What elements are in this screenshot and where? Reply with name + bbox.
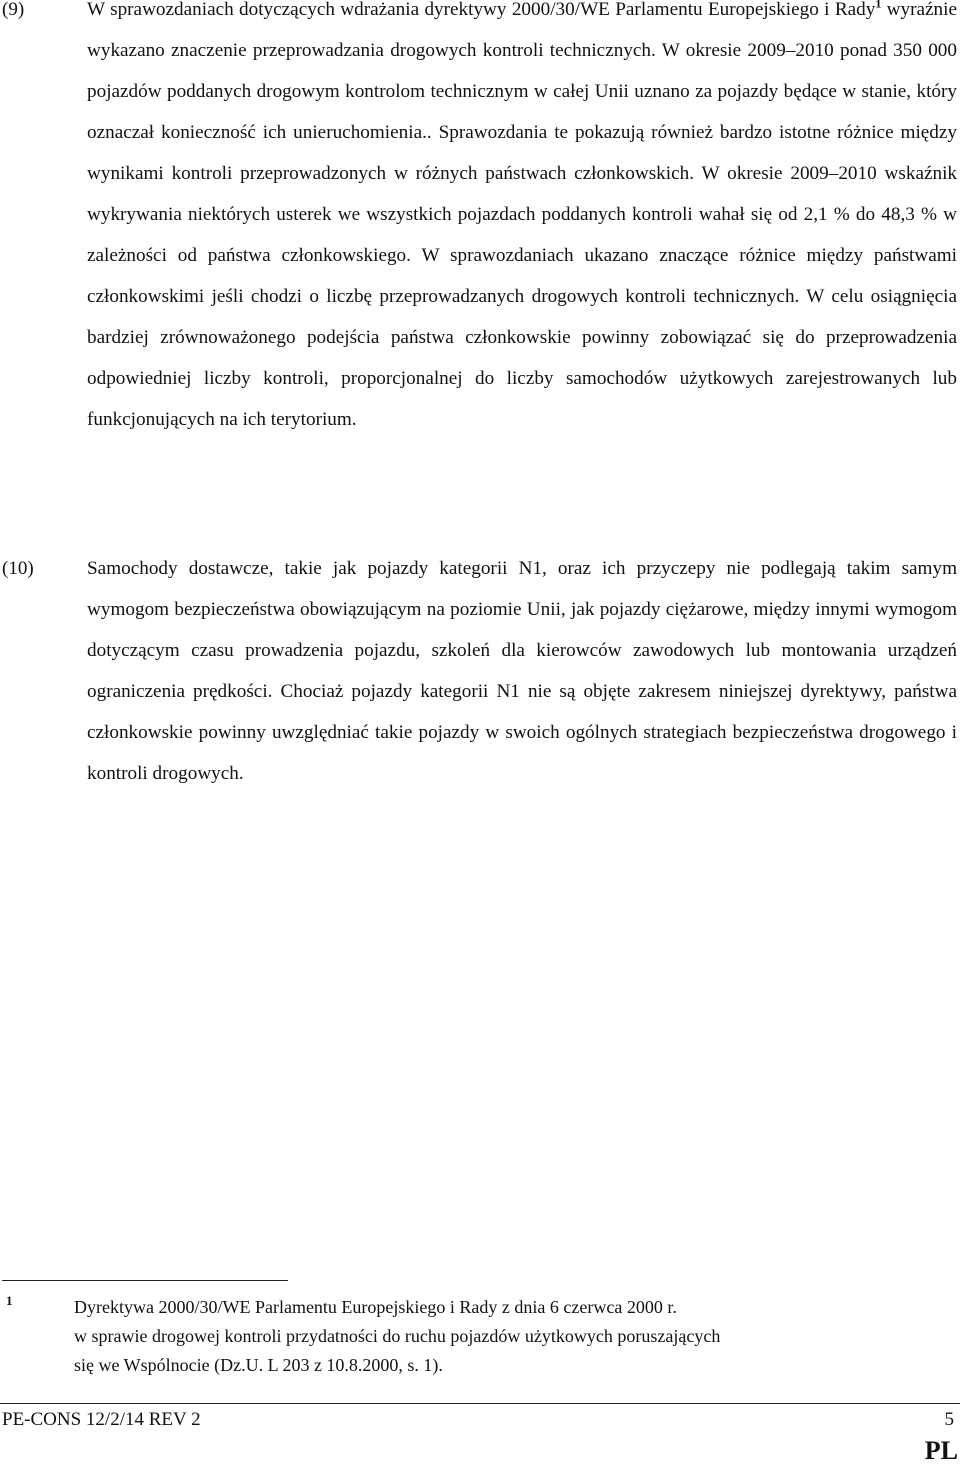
footnote-mark: 1 bbox=[6, 1293, 13, 1308]
recital-text-part: wyraźnie wykazano znaczenie przeprowadzania drogowych kontroli technicznych. W okresie 2009–2010 ponad 350 000 pojazdów poddanych drogowym kontrolom technicznym w całej Unii uznano za pojazdy będące w stanie, który oznaczał konieczność ich unieruchomienia.. Sprawozdania te pokazują również bardzo istotne różnice między wynikami kontroli przeprowadzonych w różnych państwach członkowskich. W okresie 2009–2010 wskaźnik wykrywania niektórych usterek we wszystkich pojazdach poddanych kontroli wahał się od 2,1 % do 48,3 % w zależności od państwa członkowskiego. W sprawozdaniach ukazano znaczące różnice między państwami członkowskimi jeśli chodzi o liczbę przeprowadzanych drogowych kontroli technicznych. W celu osiągnięcia bardziej zrównoważonego podejścia państwa członkowskie powinny zobowiązać się do przeprowadzenia odpowiedniej liczby kontroli, proporcjonalnej do liczby samochodów użytkowych zarejestrowanych lub funkcjonujących na ich terytorium. bbox=[87, 0, 957, 430]
language-code: PL bbox=[924, 1436, 958, 1465]
footnote-line: się we Wspólnocie (Dz.U. L 203 z 10.8.2000, s. 1). bbox=[74, 1355, 443, 1375]
footnote-separator bbox=[2, 1280, 288, 1281]
footer-separator bbox=[0, 1403, 960, 1404]
recital-text bbox=[87, 0, 957, 440]
footnote-reference[interactable]: 1 bbox=[875, 0, 882, 11]
footnote-line: Dyrektywa 2000/30/WE Parlamentu Europejskiego i Rady z dnia 6 czerwca 2000 r. bbox=[74, 1297, 677, 1317]
page-number: 5 bbox=[944, 1409, 954, 1430]
recital-number: (10) bbox=[2, 558, 34, 579]
recital-text: Samochody dostawcze, takie jak pojazdy kategorii N1, oraz ich przyczepy nie podlegają takim samym wymogom bezpieczeństwa obowiązującym na poziomie Unii, jak pojazdy ciężarowe, między innymi wymogom dotyczącym czasu prowadzenia pojazdu, szkoleń dla kierowców zawodowych lub montowania urządzeń ograniczenia prędkości. Chociaż pojazdy kategorii N1 nie są objęte zakresem niniejszej dyrektywy, państwa członkowskie powinny uwzględniać takie pojazdy w swoich ogólnych strategiach bezpieczeństwa drogowego i kontroli drogowych. bbox=[87, 558, 957, 784]
footnote-line: w sprawie drogowej kontroli przydatności do ruchu pojazdów użytkowych poruszających bbox=[74, 1326, 721, 1346]
recital-number: (9) bbox=[2, 0, 25, 20]
footnote-text bbox=[74, 1293, 934, 1380]
document-reference: PE-CONS 12/2/14 REV 2 bbox=[2, 1409, 201, 1430]
recital-text-part: W sprawozdaniach dotyczących wdrażania dyrektywy 2000/30/WE Parlamentu Europejskiego i Rady bbox=[87, 0, 876, 20]
